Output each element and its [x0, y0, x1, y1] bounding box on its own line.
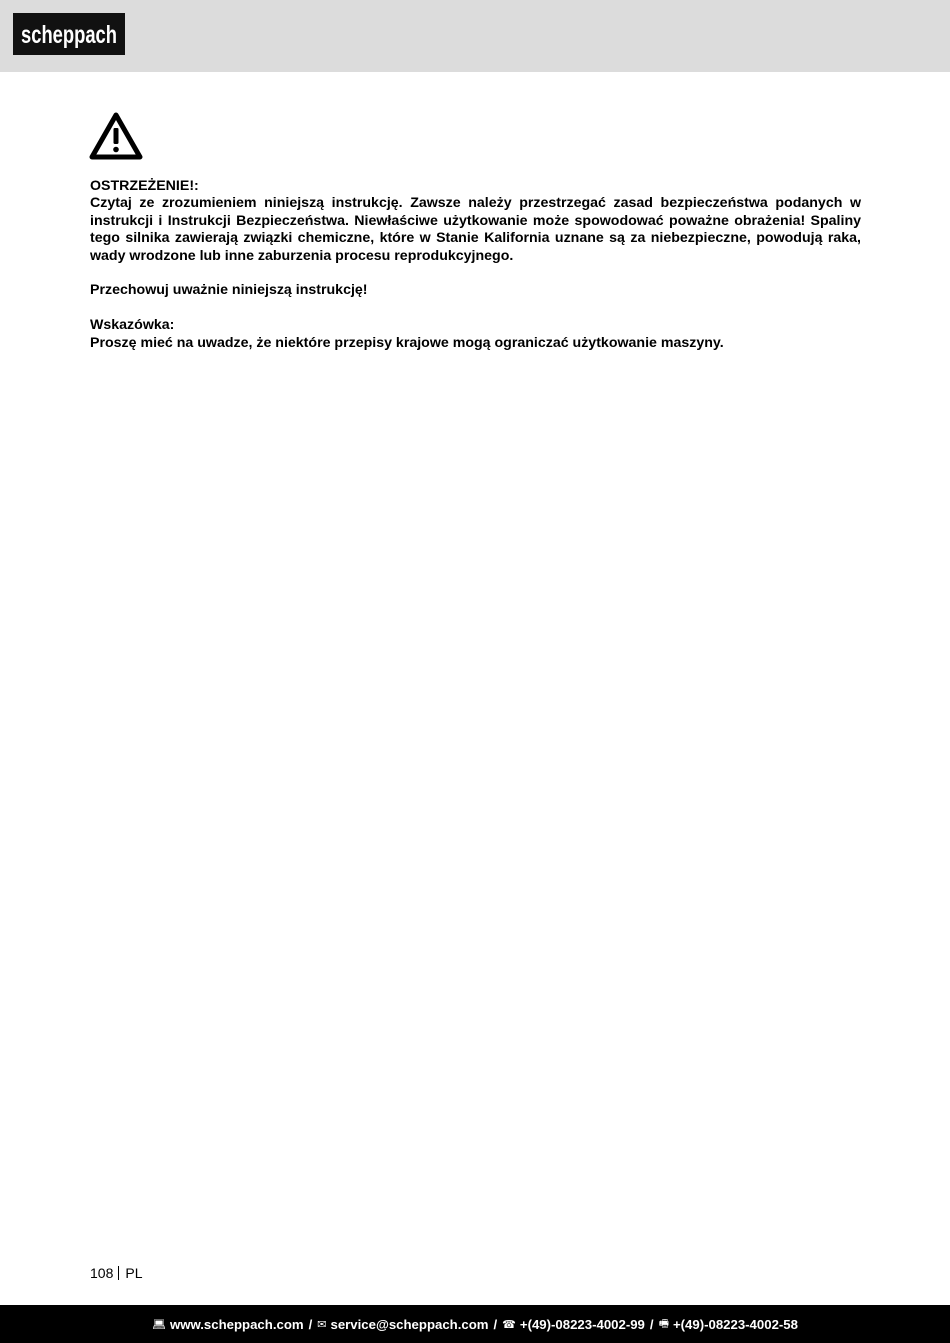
phone-number: +(49)-08223-4002-99: [519, 1316, 645, 1332]
logo-wordmark: [17, 16, 121, 52]
warning-body: Czytaj ze zrozumieniem niniejszą instrukcję. Zawsze należy przestrzegać zasad bezpieczeństwa podanych w instrukcji i Instrukcji Bezpieczeństwa. Niewłaściwe użytkowanie może spowodować poważne obrażenia! Spaliny tego silnika zawierają związki chemiczne, które w Stanie Kalifornia uznane są za niebezpieczne, powodują raka, wady wrodzone lub inne zaburzenia procesu reprodukcyjnego.: [90, 195, 861, 264]
keep-manual-note: Przechowuj uważnie niniejszą instrukcję!: [90, 282, 368, 299]
separator: /: [493, 1316, 498, 1332]
separator: /: [308, 1316, 313, 1332]
page-number: 108: [90, 1265, 114, 1281]
email-link[interactable]: service@scheppach.com: [330, 1316, 489, 1332]
website-link[interactable]: www.scheppach.com: [169, 1316, 304, 1332]
warning-triangle-icon: [89, 111, 143, 161]
email-icon: ✉︎: [317, 1317, 327, 1331]
notice-content: [90, 178, 861, 352]
separator: /: [649, 1316, 654, 1332]
page-divider: [118, 1266, 119, 1280]
brand-logo: [13, 13, 125, 55]
warning-heading: OSTRZEŻENIE!:: [90, 178, 199, 194]
logo-text: scheppach: [21, 21, 117, 49]
contact-bar: [0, 1305, 950, 1343]
fax-icon: 🖷︎: [658, 1316, 669, 1330]
page-indicator: [90, 1265, 142, 1281]
hint-heading: Wskazówka:: [90, 317, 175, 334]
phone-icon: ☎︎: [502, 1317, 516, 1331]
hint-body: Proszę mieć na uwadze, że niektóre przepisy krajowe mogą ograniczać użytkowanie maszyny.: [90, 334, 724, 351]
header-bar: [0, 0, 950, 72]
page-language: PL: [125, 1265, 143, 1281]
fax-number: +(49)-08223-4002-58: [672, 1316, 798, 1332]
computer-icon: 💻︎: [152, 1317, 166, 1331]
